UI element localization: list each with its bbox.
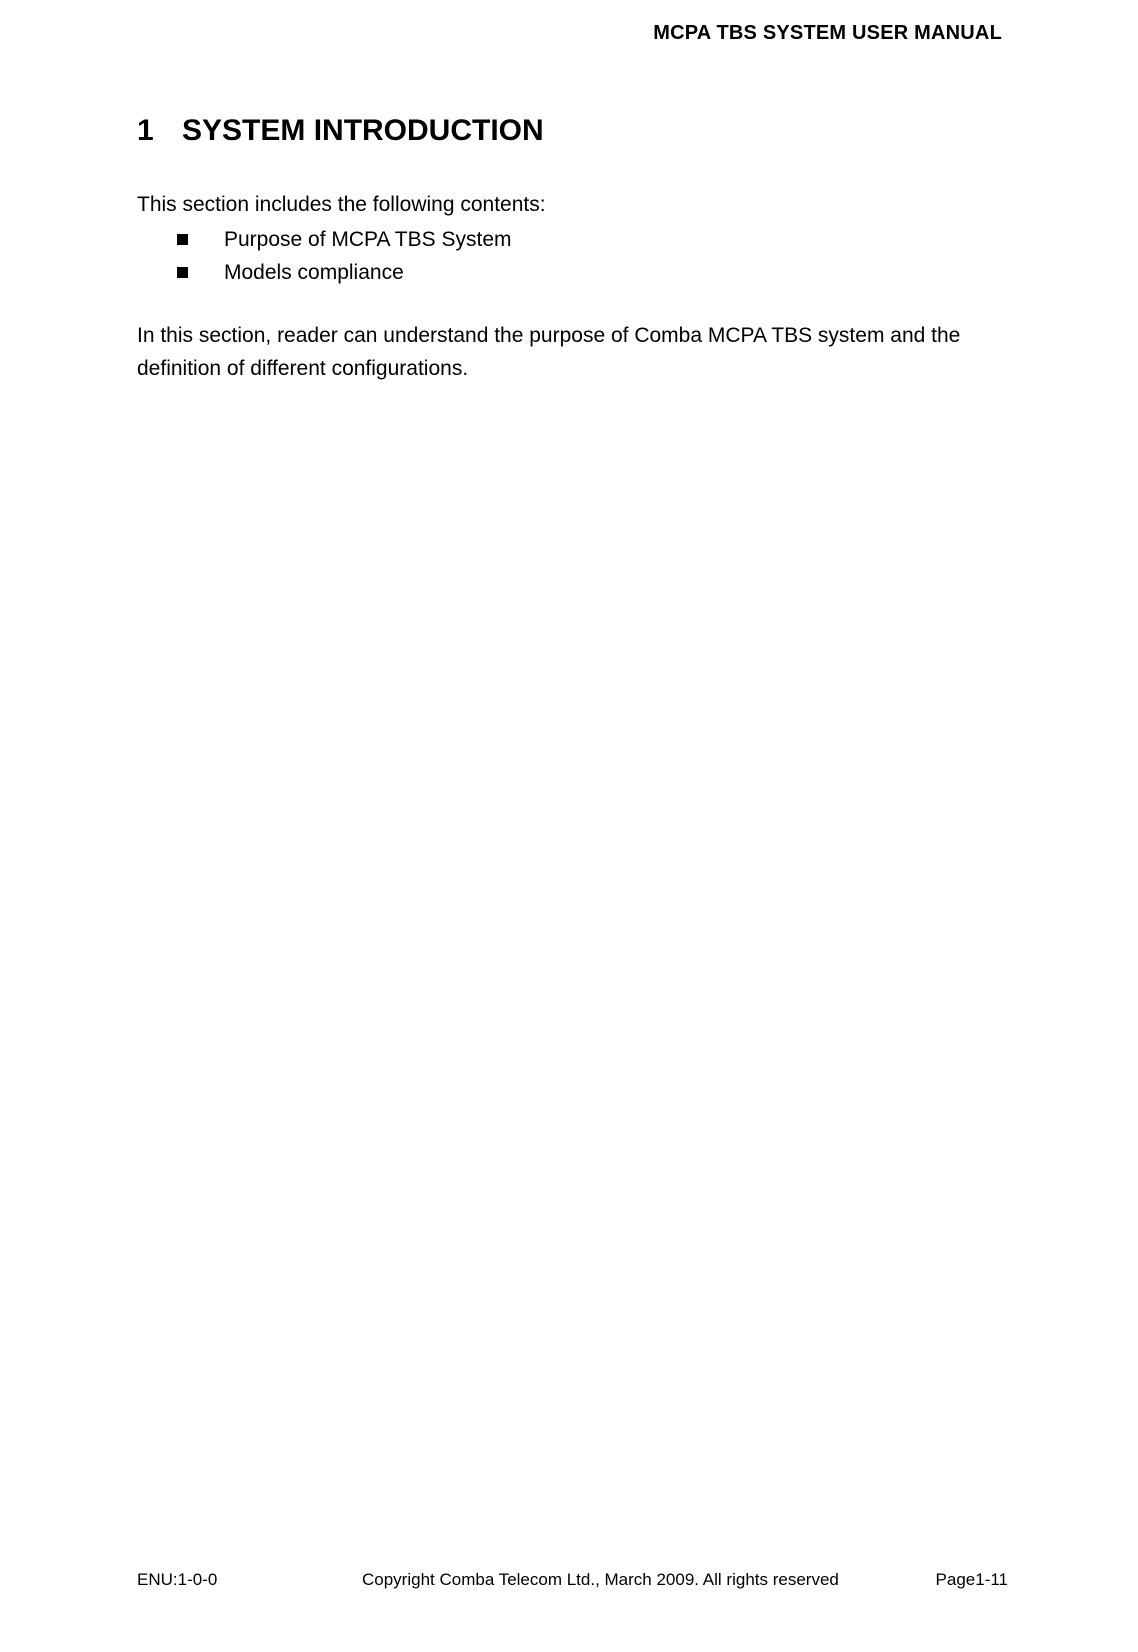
footer-doc-code: ENU:1-0-0 <box>137 1570 218 1589</box>
chapter-number: 1 <box>137 114 154 147</box>
running-header-title: MCPA TBS SYSTEM USER MANUAL <box>653 22 1002 44</box>
chapter-heading <box>137 113 544 149</box>
list-item <box>137 223 512 256</box>
page-footer <box>137 1570 1008 1592</box>
contents-bullet-list <box>137 223 512 289</box>
body-paragraph: In this section, reader can understand the purpose of Comba MCPA TBS system and the definition of different configurations. <box>137 324 961 380</box>
black-square-bullet-icon <box>177 234 188 245</box>
list-item <box>137 256 512 289</box>
black-square-bullet-icon <box>177 267 188 278</box>
intro-text: This section includes the following contents: <box>137 193 546 216</box>
list-item-label: Purpose of MCPA TBS System <box>224 228 512 251</box>
list-item-label: Models compliance <box>224 261 404 284</box>
footer-page-number: Page1-11 <box>935 1570 1008 1589</box>
chapter-title: SYSTEM INTRODUCTION <box>182 114 544 147</box>
footer-copyright: Copyright Comba Telecom Ltd., March 2009. All rights reserved <box>362 1570 839 1589</box>
